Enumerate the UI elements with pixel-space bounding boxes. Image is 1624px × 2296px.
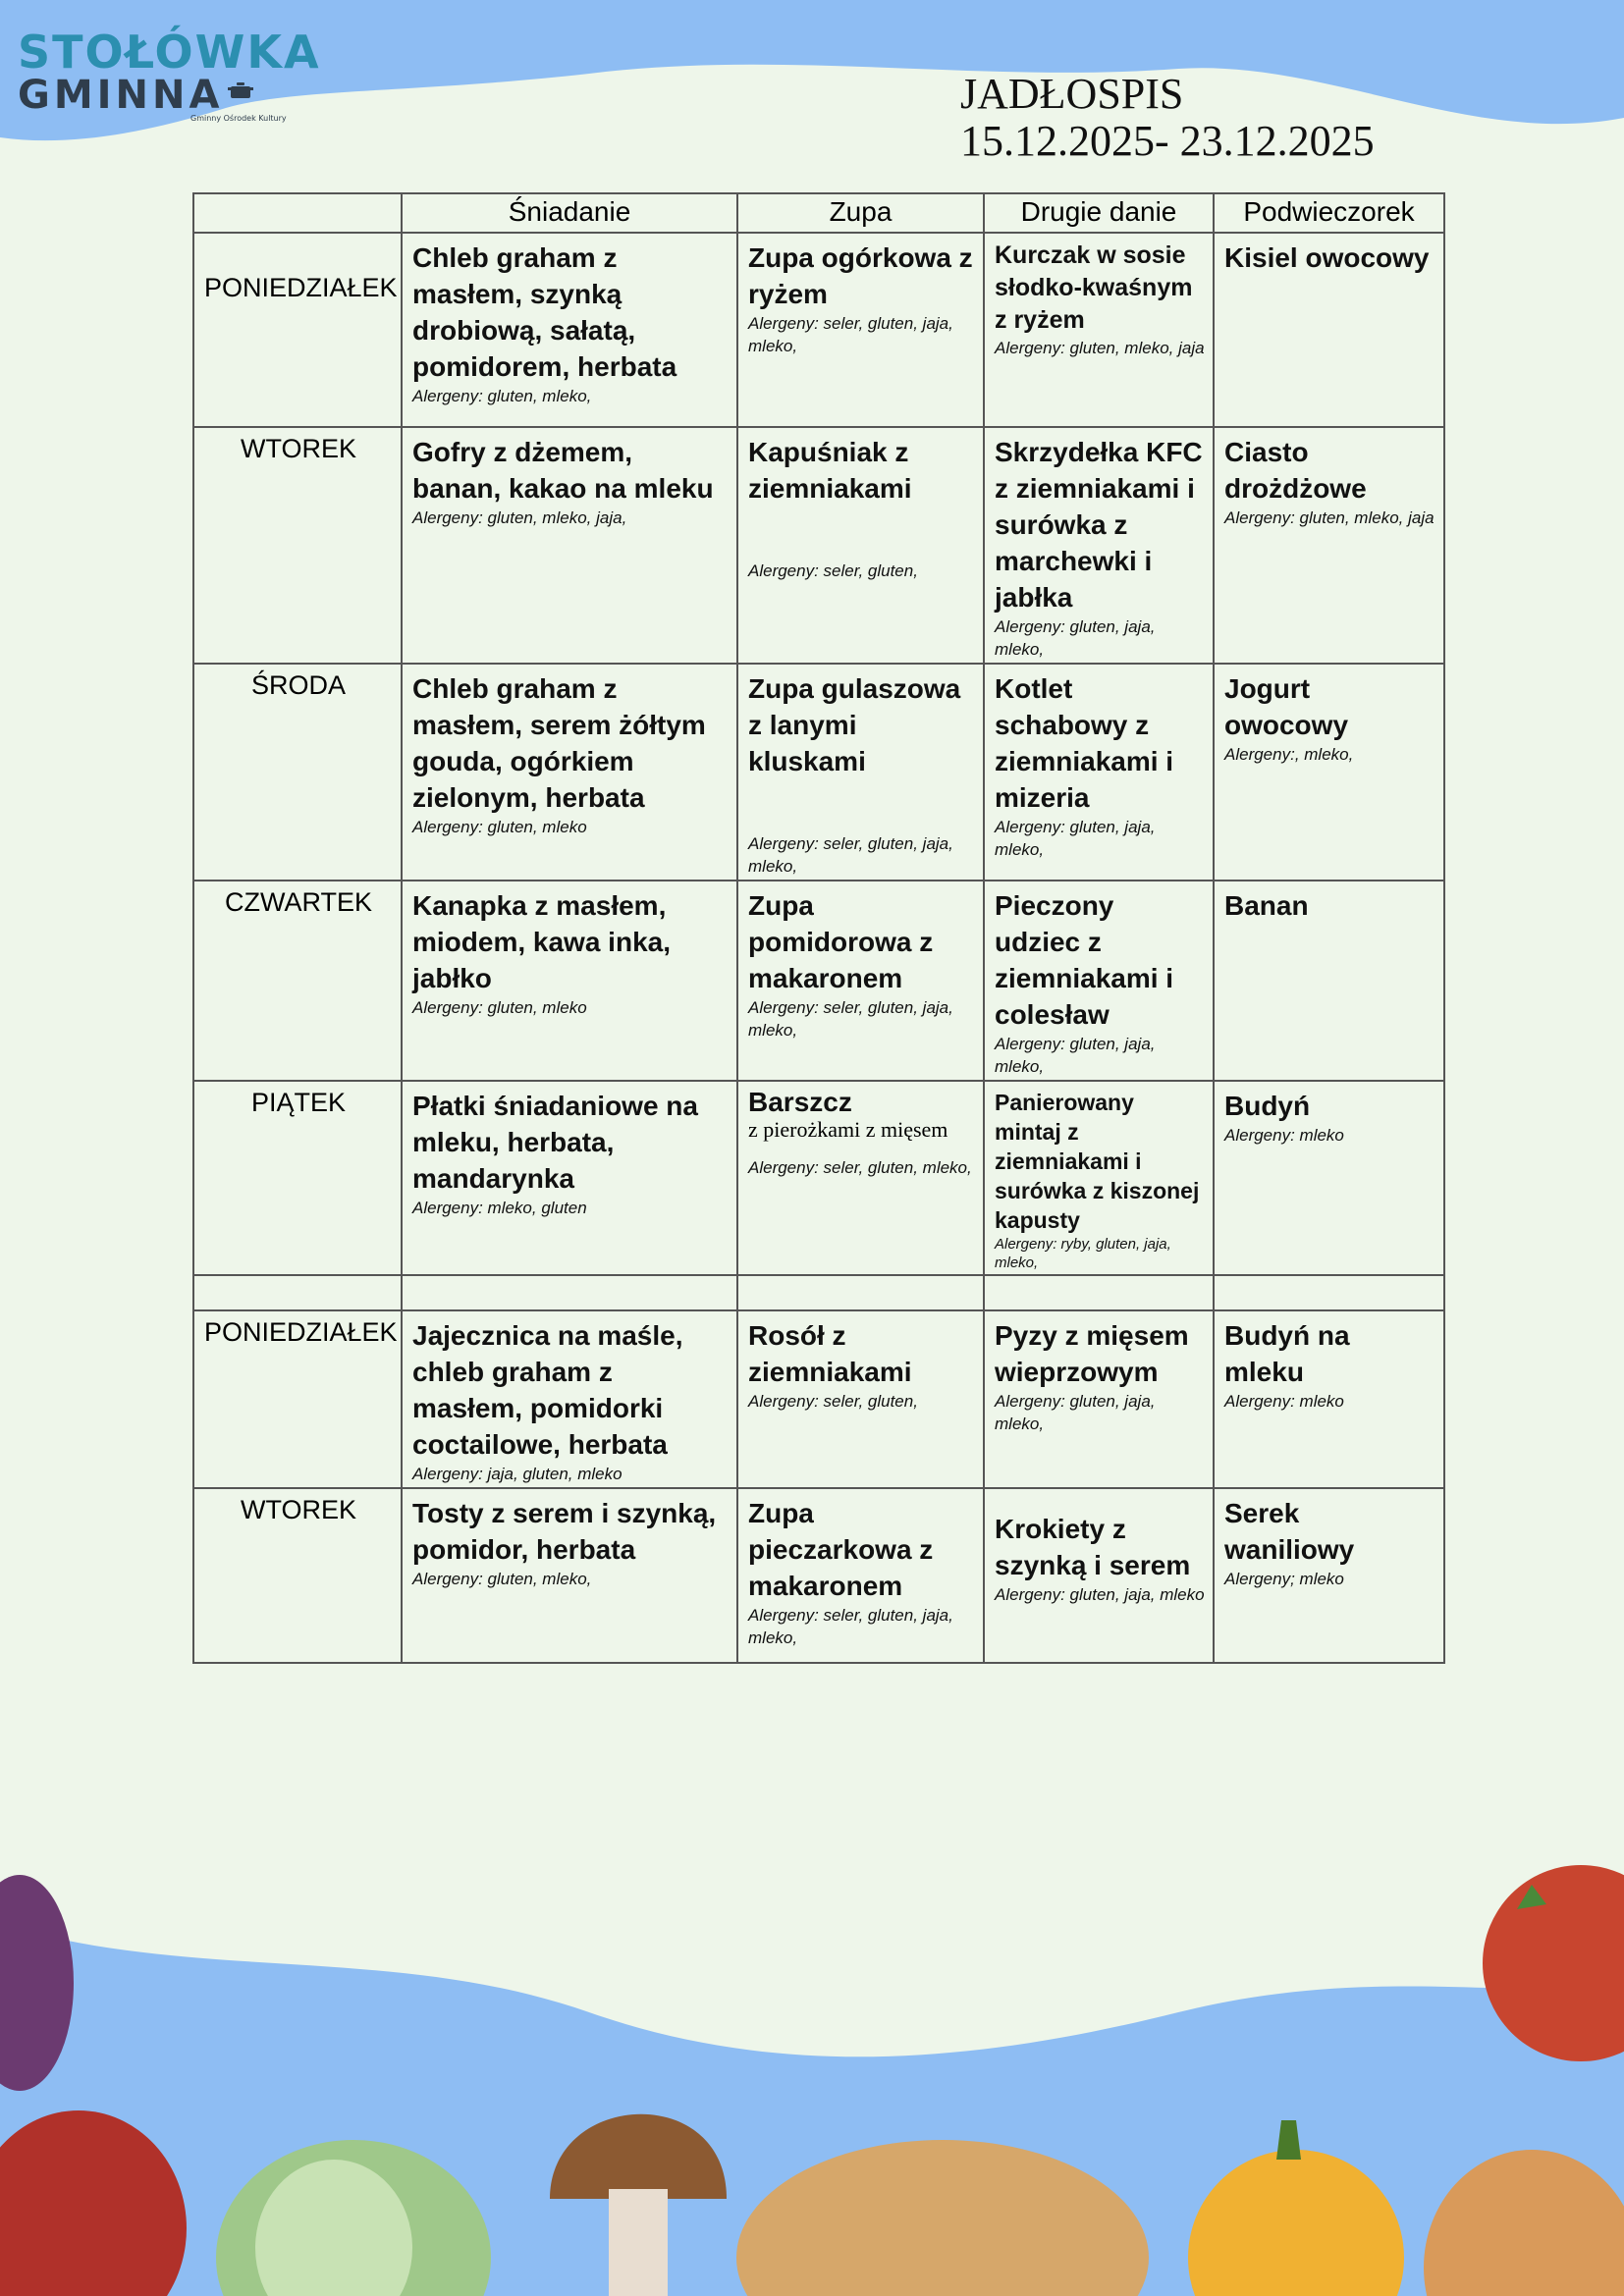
allergens: Alergeny: gluten, mleko, jaja [995, 339, 1205, 357]
soup-cell [737, 427, 984, 664]
allergens: Alergeny: seler, gluten, jaja, mleko, [748, 834, 953, 876]
dish-name: Kisiel owocowy [1224, 242, 1430, 273]
main-cell [984, 1081, 1214, 1275]
allergens: Alergeny; mleko [1224, 1570, 1344, 1588]
day-cell: ŚRODA [193, 664, 402, 881]
soup-cell [737, 1081, 984, 1275]
logo-line2: GMINNA [18, 73, 224, 118]
week-separator-row [193, 1275, 1444, 1310]
allergens: Alergeny: gluten, mleko, [412, 387, 592, 405]
menu-table [192, 192, 1445, 1664]
allergens: Alergeny: mleko [1224, 1126, 1344, 1145]
header-snack: Podwieczorek [1214, 193, 1444, 233]
logo-tagline: Gminny Ośrodek Kultury [190, 114, 287, 123]
dish-name: Rosół z ziemniakami [748, 1320, 912, 1387]
soup-cell [737, 664, 984, 881]
snack-cell [1214, 1488, 1444, 1663]
day-cell: PONIEDZIAŁEK [193, 1310, 402, 1488]
dish-name: Kanapka z masłem, miodem, kawa inka, jabłko [412, 890, 671, 993]
empty-cell [737, 1275, 984, 1310]
allergens: Alergeny: seler, gluten, [748, 1392, 918, 1411]
table-row [193, 427, 1444, 664]
allergens: Alergeny: gluten, jaja, mleko [995, 1585, 1205, 1604]
vegetables-illustration [0, 1865, 1624, 2296]
header-day [193, 193, 402, 233]
allergens: Alergeny: seler, gluten, jaja, mleko, [748, 998, 953, 1040]
dish-name: Serek waniliowy [1224, 1498, 1355, 1565]
soup-cell [737, 1310, 984, 1488]
main-cell [984, 233, 1214, 427]
snack-cell [1214, 233, 1444, 427]
title-heading: JADŁOSPIS [960, 70, 1184, 118]
dish-name: Barszcz [748, 1087, 852, 1117]
table-row [193, 1488, 1444, 1663]
day-cell: PIĄTEK [193, 1081, 402, 1275]
empty-cell [193, 1275, 402, 1310]
header-row [193, 193, 1444, 233]
breakfast-cell [402, 427, 737, 664]
cooking-pot-icon [228, 80, 253, 100]
day-cell: WTOREK [193, 1488, 402, 1663]
main-cell [984, 1488, 1214, 1663]
breakfast-cell [402, 881, 737, 1081]
allergens: Alergeny: ryby, gluten, jaja, mleko, [995, 1236, 1171, 1271]
dish-subname: z pierożkami z mięsem [748, 1117, 948, 1142]
table-row [193, 1081, 1444, 1275]
dish-name: Budyń [1224, 1091, 1311, 1121]
dish-name: Kotlet schabowy z ziemniakami i mizeria [995, 673, 1174, 813]
spacer [748, 779, 975, 832]
allergens: Alergeny: gluten, mleko [412, 818, 587, 836]
header-main: Drugie danie [984, 193, 1214, 233]
empty-cell [984, 1275, 1214, 1310]
dish-name: Zupa gulaszowa z lanymi kluskami [748, 673, 961, 776]
breakfast-cell [402, 664, 737, 881]
dish-name: Banan [1224, 890, 1309, 921]
dish-name: Jajecznica na maśle, chleb graham z masłem, pomidorki coctailowe, herbata [412, 1320, 683, 1460]
dish-name: Gofry z dżemem, banan, kakao na mleku [412, 437, 714, 504]
dish-name: Kapuśniak z ziemniakami [748, 437, 912, 504]
header-soup: Zupa [737, 193, 984, 233]
table-row [193, 881, 1444, 1081]
empty-cell [402, 1275, 737, 1310]
dish-name: Kurczak w sosie słodko-kwaśnym z ryżem [995, 241, 1193, 334]
allergens: Alergeny: gluten, jaja, mleko, [995, 617, 1156, 659]
spacer [995, 1495, 1205, 1511]
allergens: Alergeny: seler, gluten, jaja, mleko, [748, 314, 953, 355]
day-cell: CZWARTEK [193, 881, 402, 1081]
breakfast-cell [402, 1310, 737, 1488]
title-date-range: 15.12.2025- 23.12.2025 [960, 117, 1375, 165]
dish-name: Skrzydełka KFC z ziemniakami i surówka z marchewki i jabłka [995, 437, 1203, 613]
empty-cell [1214, 1275, 1444, 1310]
dish-name: Zupa ogórkowa z ryżem [748, 242, 973, 309]
breakfast-cell [402, 1488, 737, 1663]
allergens: Alergeny: gluten, jaja, mleko, [995, 818, 1156, 859]
allergens: Alergeny: mleko, gluten [412, 1199, 587, 1217]
dish-name: Płatki śniadaniowe na mleku, herbata, mandarynka [412, 1091, 698, 1194]
table-row [193, 1310, 1444, 1488]
allergens: Alergeny: gluten, jaja, mleko, [995, 1392, 1156, 1433]
header-breakfast: Śniadanie [402, 193, 737, 233]
snack-cell [1214, 1081, 1444, 1275]
allergens: Alergeny: gluten, mleko, jaja [1224, 508, 1435, 527]
table-row [193, 233, 1444, 427]
main-cell [984, 664, 1214, 881]
snack-cell [1214, 1310, 1444, 1488]
snack-cell [1214, 881, 1444, 1081]
main-cell [984, 881, 1214, 1081]
dish-name: Budyń na mleku [1224, 1320, 1350, 1387]
dish-name: Chleb graham z masłem, serem żółtym gouda, ogórkiem zielonym, herbata [412, 673, 706, 813]
snack-cell [1214, 664, 1444, 881]
allergens: Alergeny: seler, gluten, jaja, mleko, [748, 1606, 953, 1647]
dish-name: Pyzy z mięsem wieprzowym [995, 1320, 1189, 1387]
dish-name: Chleb graham z masłem, szynką drobiową, sałatą, pomidorem, herbata [412, 242, 677, 382]
menu-title [960, 71, 1375, 165]
allergens: Alergeny: jaja, gluten, mleko [412, 1465, 623, 1483]
dish-name: Panierowany mintaj z ziemniakami i surówka z kiszonej kapusty [995, 1090, 1200, 1233]
allergens: Alergeny: mleko [1224, 1392, 1344, 1411]
allergens: Alergeny: seler, gluten, [748, 561, 918, 580]
allergens: Alergeny: seler, gluten, mleko, [748, 1158, 972, 1177]
breakfast-cell [402, 1081, 737, 1275]
soup-cell [737, 233, 984, 427]
allergens: Alergeny: gluten, mleko [412, 998, 587, 1017]
allergens: Alergeny: gluten, mleko, jaja, [412, 508, 627, 527]
allergens: Alergeny:, mleko, [1224, 745, 1354, 764]
mushroom-stem-illustration [609, 2189, 668, 2296]
dish-name: Zupa pieczarkowa z makaronem [748, 1498, 934, 1601]
stolowka-gminna-logo [14, 8, 321, 126]
main-cell [984, 1310, 1214, 1488]
dish-name: Zupa pomidorowa z makaronem [748, 890, 934, 993]
logo-line1: STOŁÓWKA [18, 26, 321, 79]
main-cell [984, 427, 1214, 664]
dish-name: Krokiety z szynką i serem [995, 1514, 1191, 1580]
dish-name: Pieczony udziec z ziemniakami i colesław [995, 890, 1174, 1030]
soup-cell [737, 1488, 984, 1663]
dish-name: Jogurt owocowy [1224, 673, 1349, 740]
day-cell: PONIEDZIAŁEK [193, 233, 402, 427]
soup-cell [737, 881, 984, 1081]
spacer [748, 507, 975, 560]
table-row [193, 664, 1444, 881]
dish-name: Ciasto drożdżowe [1224, 437, 1367, 504]
dish-name: Tosty z serem i szynką, pomidor, herbata [412, 1498, 717, 1565]
snack-cell [1214, 427, 1444, 664]
allergens: Alergeny: gluten, mleko, [412, 1570, 592, 1588]
breakfast-cell [402, 233, 737, 427]
allergens: Alergeny: gluten, jaja, mleko, [995, 1035, 1156, 1076]
day-cell: WTOREK [193, 427, 402, 664]
